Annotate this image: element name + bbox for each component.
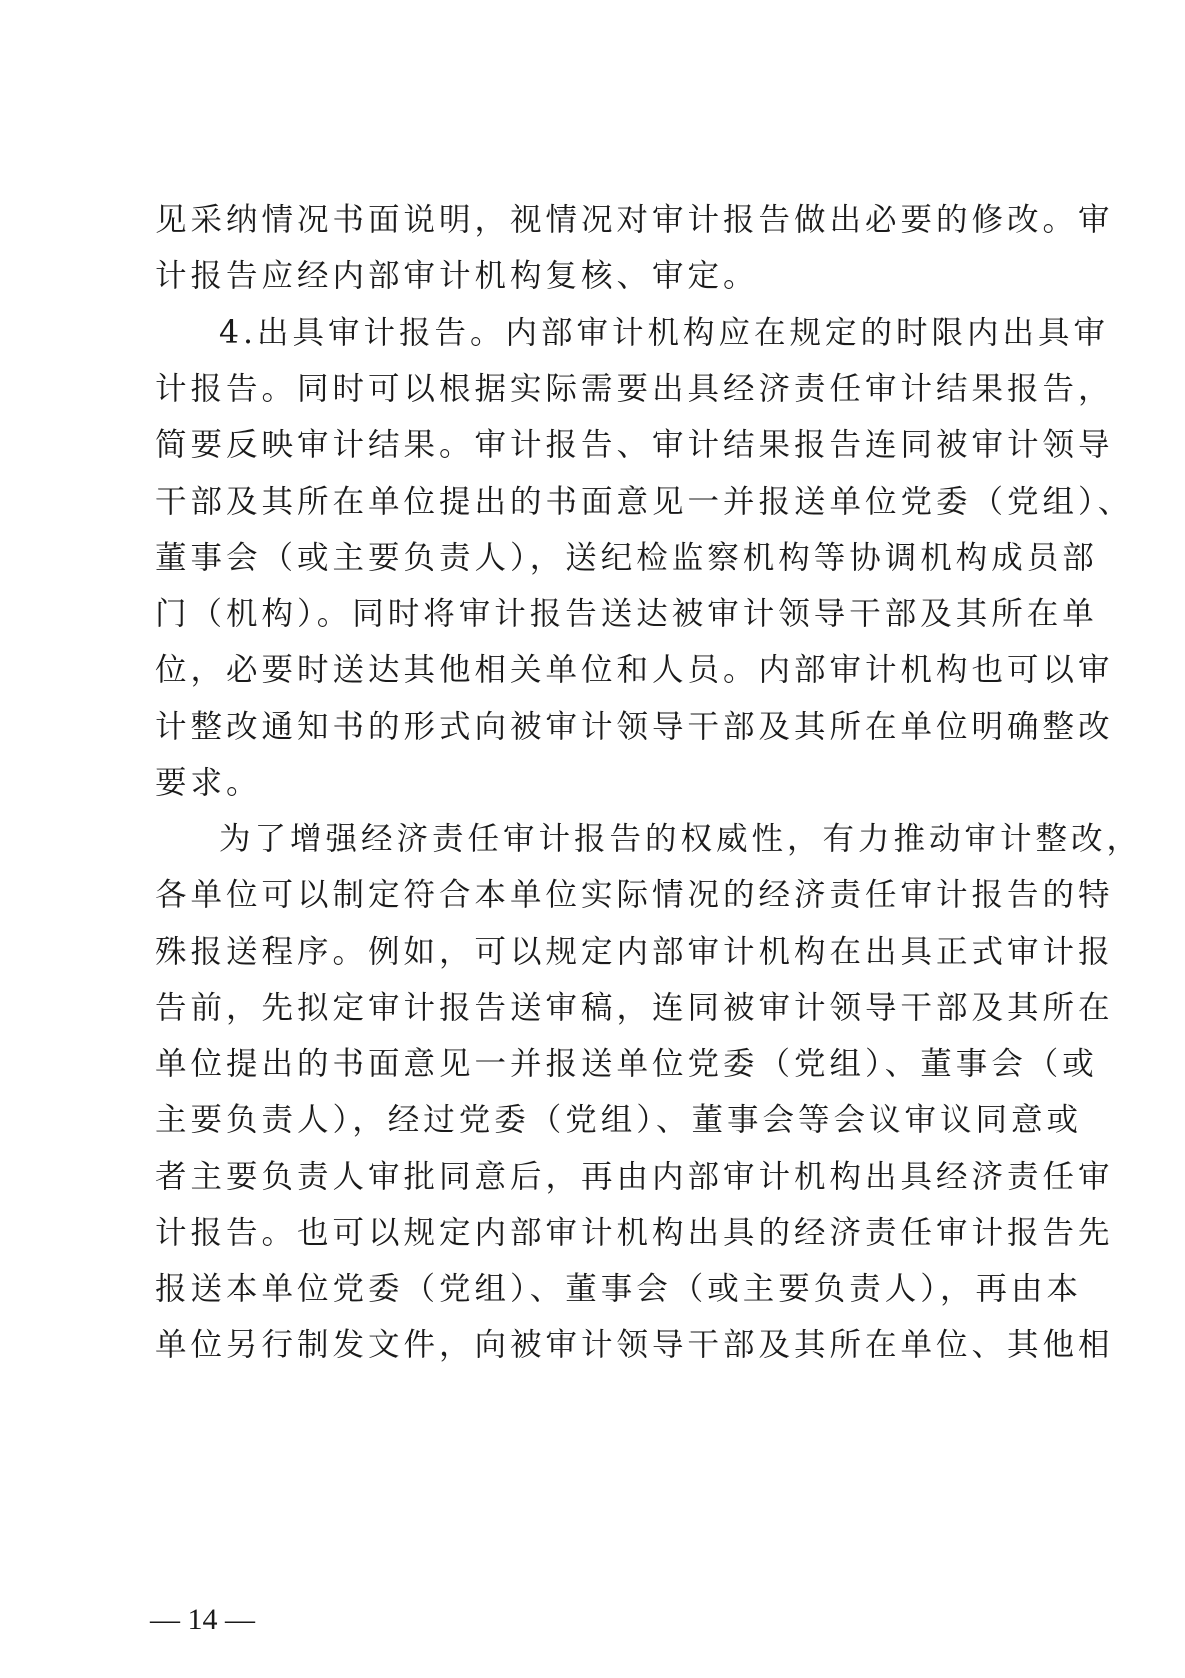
body-line: 者主要负责人审批同意后，再由内部审计机构出具经济责任审	[155, 1159, 1114, 1195]
body-line: 位，必要时送达其他相关单位和人员。内部审计机构也可以审	[155, 652, 1114, 688]
body-line: 计报告。也可以规定内部审计机构出具的经济责任审计报告先	[155, 1215, 1114, 1251]
body-line: 计报告。同时可以根据实际需要出具经济责任审计结果报告，	[155, 371, 1114, 407]
page-number: — 14 —	[150, 1603, 255, 1636]
body-line: 殊报送程序。例如，可以规定内部审计机构在出具正式审计报	[155, 934, 1114, 970]
body-line: 简要反映审计结果。审计报告、审计结果报告连同被审计领导	[155, 427, 1114, 463]
body-line: 计报告应经内部审计机构复核、审定。	[155, 258, 759, 294]
body-line: 各单位可以制定符合本单位实际情况的经济责任审计报告的特	[155, 877, 1114, 913]
body-line: 主要负责人），经过党委（党组）、董事会等会议审议同意或	[155, 1102, 1083, 1138]
body-line: 干部及其所在单位提出的书面意见一并报送单位党委（党组）、	[155, 484, 1134, 520]
body-line: 单位提出的书面意见一并报送单位党委（党组）、董事会（或	[155, 1046, 1098, 1082]
body-line: 计整改通知书的形式向被审计领导干部及其所在单位明确整改	[155, 709, 1114, 745]
body-line: 董事会（或主要负责人），送纪检监察机构等协调机构成员部	[155, 540, 1098, 576]
body-line: 告前，先拟定审计报告送审稿，连同被审计领导干部及其所在	[155, 990, 1114, 1026]
body-line: 要求。	[155, 765, 262, 801]
body-line: 为了增强经济责任审计报告的权威性，有力推动审计整改，	[219, 821, 1143, 857]
body-line: 报送本单位党委（党组）、董事会（或主要负责人），再由本	[155, 1271, 1083, 1307]
body-line: 门（机构）。同时将审计报告送达被审计领导干部及其所在单	[155, 596, 1098, 632]
body-line: 4.出具审计报告。内部审计机构应在规定的时限内出具审	[219, 315, 1110, 351]
body-line: 见采纳情况书面说明，视情况对审计报告做出必要的修改。审	[155, 202, 1114, 238]
body-line: 单位另行制发文件，向被审计领导干部及其所在单位、其他相	[155, 1327, 1114, 1363]
